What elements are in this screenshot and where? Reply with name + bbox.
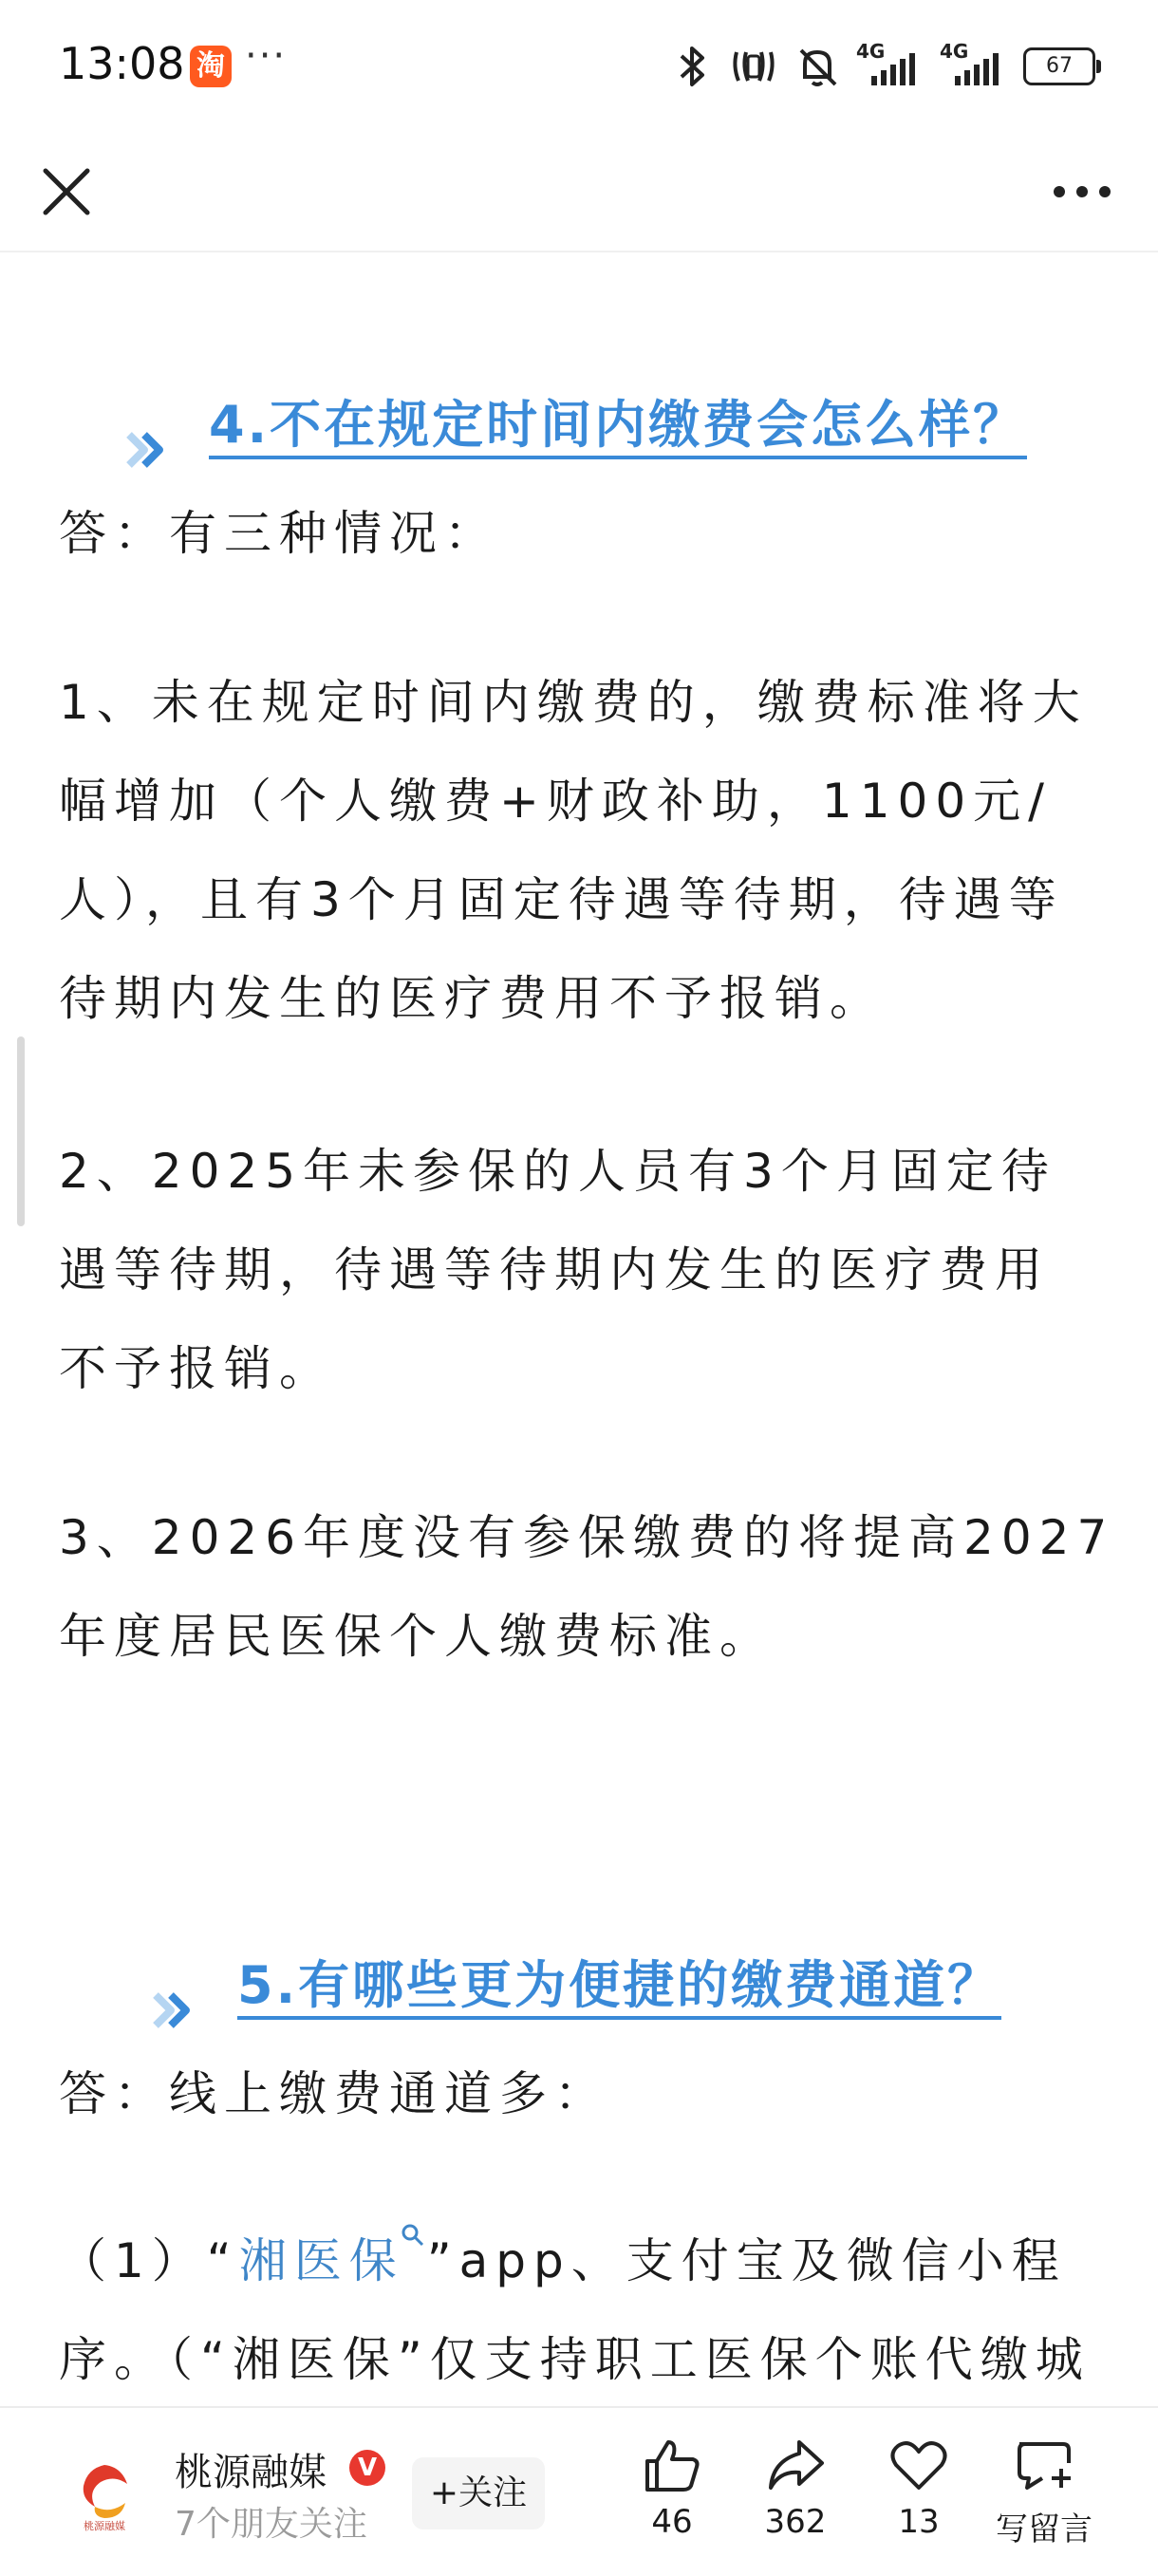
section-heading-4: 4.不在规定时间内缴费会怎么样？ xyxy=(209,395,1027,459)
thumbs-up-icon xyxy=(642,2436,702,2493)
answer-intro-4: 答：有三种情况： xyxy=(59,506,499,561)
signal-strength-icon-1: 4G xyxy=(856,40,923,93)
double-chevron-icon xyxy=(150,1991,199,2029)
write-comment-button[interactable] xyxy=(987,2436,1101,2549)
paragraph-1-line-1: 1、未在规定时间内缴费的，缴费标准将大 xyxy=(59,675,1088,730)
paragraph-3-line-1: 3、2026年度没有参保缴费的将提高2027 xyxy=(59,1510,1115,1565)
section-heading-5: 5.有哪些更为便捷的缴费通道？ xyxy=(237,1955,1001,2020)
paragraph-4-prefix: （1）“ xyxy=(59,2233,239,2288)
status-icons xyxy=(674,40,1095,93)
xiang-yibao-link[interactable]: 湘医保 xyxy=(238,2233,404,2288)
paragraph-2-line-2: 遇等待期，待遇等待期内发生的医疗费用 xyxy=(59,1242,1050,1297)
write-comment-label: 写留言 xyxy=(996,2511,1093,2548)
mute-bell-icon xyxy=(795,43,839,90)
svg-text:桃源融媒: 桃源融媒 xyxy=(84,2520,125,2531)
account-name[interactable]: 桃源融媒 xyxy=(175,2451,327,2494)
close-icon[interactable] xyxy=(32,158,101,226)
paragraph-1-line-4: 待期内发生的医疗费用不予报销。 xyxy=(59,971,885,1026)
paragraph-2-line-3: 不予报销。 xyxy=(59,1341,334,1396)
paragraph-2-line-1: 2、2025年未参保的人员有3个月固定待 xyxy=(59,1144,1056,1199)
friends-following-count: 7个朋友关注 xyxy=(175,2505,367,2544)
more-notifications-icon: ··· xyxy=(245,34,288,78)
scroll-indicator[interactable] xyxy=(17,1036,25,1226)
paragraph-4-line-1 xyxy=(59,2223,1067,2291)
favorite-button[interactable] xyxy=(862,2436,976,2541)
signal-strength-icon-2: 4G xyxy=(940,40,1006,93)
bottom-action-bar xyxy=(0,2406,1158,2576)
paragraph-4-suffix: ”app、支付宝及微信小程 xyxy=(426,2233,1067,2288)
verified-badge-icon: V xyxy=(349,2450,385,2486)
taobao-notification-icon: 淘 xyxy=(190,46,232,87)
bluetooth-icon xyxy=(674,43,712,90)
paragraph-1-line-3: 人），且有3个月固定待遇等待期，待遇等 xyxy=(59,872,1064,927)
follow-button[interactable]: +关注 xyxy=(412,2457,545,2529)
share-count: 362 xyxy=(764,2503,827,2541)
article-top-bar xyxy=(0,133,1158,252)
paragraph-4-line-2: 序。（“湘医保”仅支持职工医保个账代缴城 xyxy=(59,2332,1091,2387)
double-chevron-icon xyxy=(123,431,173,469)
status-bar xyxy=(0,0,1158,133)
comment-plus-icon xyxy=(1014,2436,1074,2493)
heart-icon xyxy=(888,2436,949,2493)
search-icon[interactable] xyxy=(401,2223,425,2248)
battery-icon: 67 xyxy=(1023,47,1095,85)
answer-intro-5: 答：线上缴费通道多： xyxy=(59,2066,609,2121)
favorite-count: 13 xyxy=(898,2503,940,2541)
more-options-icon[interactable] xyxy=(1044,158,1120,226)
share-button[interactable] xyxy=(738,2436,852,2541)
share-arrow-icon xyxy=(765,2436,826,2493)
account-avatar[interactable] xyxy=(66,2455,142,2531)
like-button[interactable] xyxy=(615,2436,729,2541)
status-time: 13:08 xyxy=(59,38,185,89)
paragraph-1-line-2: 幅增加（个人缴费+财政补助，1100元/ xyxy=(59,774,1052,829)
vibrate-icon xyxy=(729,43,778,90)
like-count: 46 xyxy=(651,2503,693,2541)
paragraph-3-line-2: 年度居民医保个人缴费标准。 xyxy=(59,1609,775,1664)
